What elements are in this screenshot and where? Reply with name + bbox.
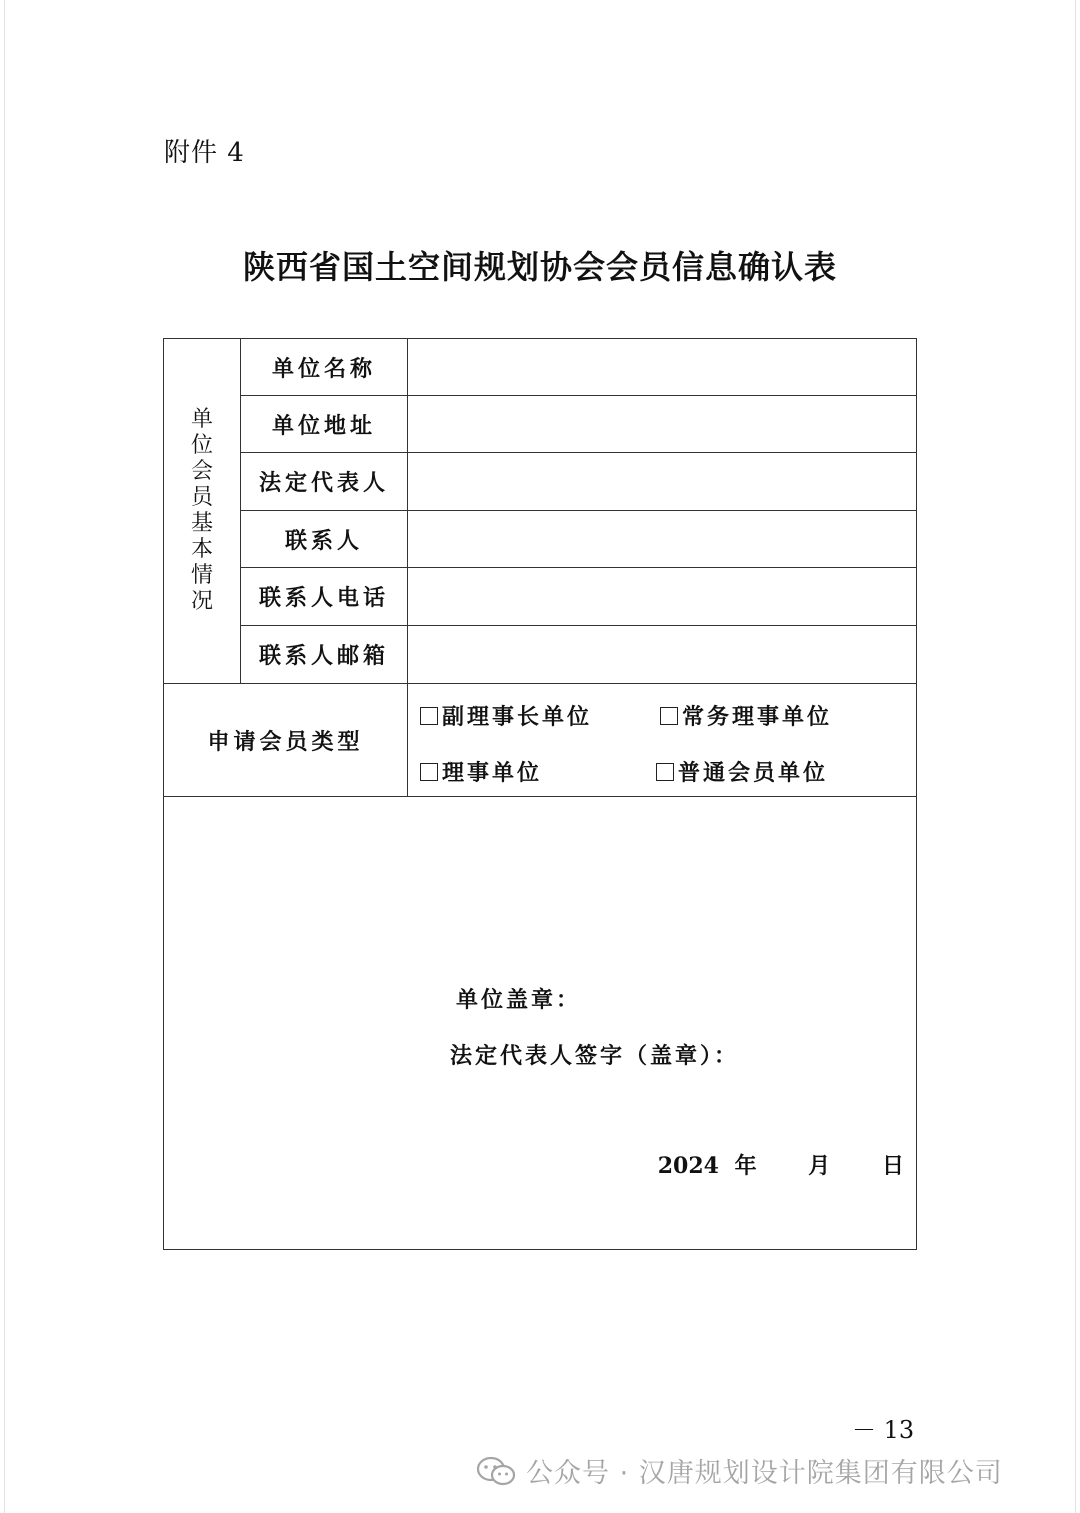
legal-rep-field[interactable] — [408, 453, 917, 511]
watermark — [476, 1451, 1003, 1490]
contact-person-field[interactable] — [408, 511, 917, 568]
table-row — [164, 626, 917, 684]
table-row — [164, 339, 917, 396]
date-line — [658, 1149, 904, 1180]
option-executive-council[interactable]: 常务理事单位 — [660, 700, 832, 731]
field-label: 联系人电话 — [241, 568, 408, 626]
unit-address-field[interactable] — [408, 396, 917, 453]
field-label: 联系人邮箱 — [241, 626, 408, 684]
contact-phone-field[interactable] — [408, 568, 917, 626]
date-month-suffix: 月 — [808, 1153, 831, 1179]
member-info-form — [163, 338, 917, 1250]
wechat-icon — [476, 1456, 516, 1486]
date-day-suffix: 日 — [881, 1153, 904, 1179]
checkbox-icon[interactable] — [420, 707, 438, 725]
field-label: 法定代表人 — [241, 453, 408, 511]
seal-label: 单位盖章： — [456, 987, 582, 1013]
date-year: 2024 — [657, 1153, 719, 1179]
table-row — [164, 396, 917, 453]
option-council[interactable]: 理事单位 — [420, 756, 542, 787]
table-row — [164, 453, 917, 511]
member-type-label: 申请会员类型 — [164, 684, 408, 797]
table-row — [164, 568, 917, 626]
page-title: 陕西省国土空间规划协会会员信息确认表 — [242, 248, 837, 286]
option-vice-chair[interactable]: 副理事长单位 — [420, 700, 592, 731]
field-label: 联系人 — [241, 511, 408, 568]
table-row — [164, 684, 917, 797]
page-number: － 13 — [852, 1416, 915, 1444]
checkbox-icon[interactable] — [656, 763, 674, 781]
option-regular-member[interactable]: 普通会员单位 — [656, 756, 828, 787]
checkbox-icon[interactable] — [420, 763, 438, 781]
contact-email-field[interactable] — [408, 626, 917, 684]
table-row — [164, 797, 917, 1250]
field-label: 单位地址 — [241, 396, 408, 453]
member-type-options — [408, 684, 917, 797]
legal-rep-signature-label: 法定代表人签字（盖章）： — [450, 1043, 740, 1069]
checkbox-icon[interactable] — [660, 707, 678, 725]
field-label: 单位名称 — [241, 339, 408, 396]
attachment-label: 附件 4 — [164, 138, 245, 168]
section-label-basic: 单位会员基本情况 — [164, 339, 241, 684]
date-year-suffix: 年 — [734, 1153, 757, 1179]
signature-area[interactable] — [164, 797, 917, 1250]
watermark-text: 公众号 · 汉唐规划设计院集团有限公司 — [526, 1458, 1003, 1489]
unit-name-field[interactable] — [408, 339, 917, 396]
table-row — [164, 511, 917, 568]
